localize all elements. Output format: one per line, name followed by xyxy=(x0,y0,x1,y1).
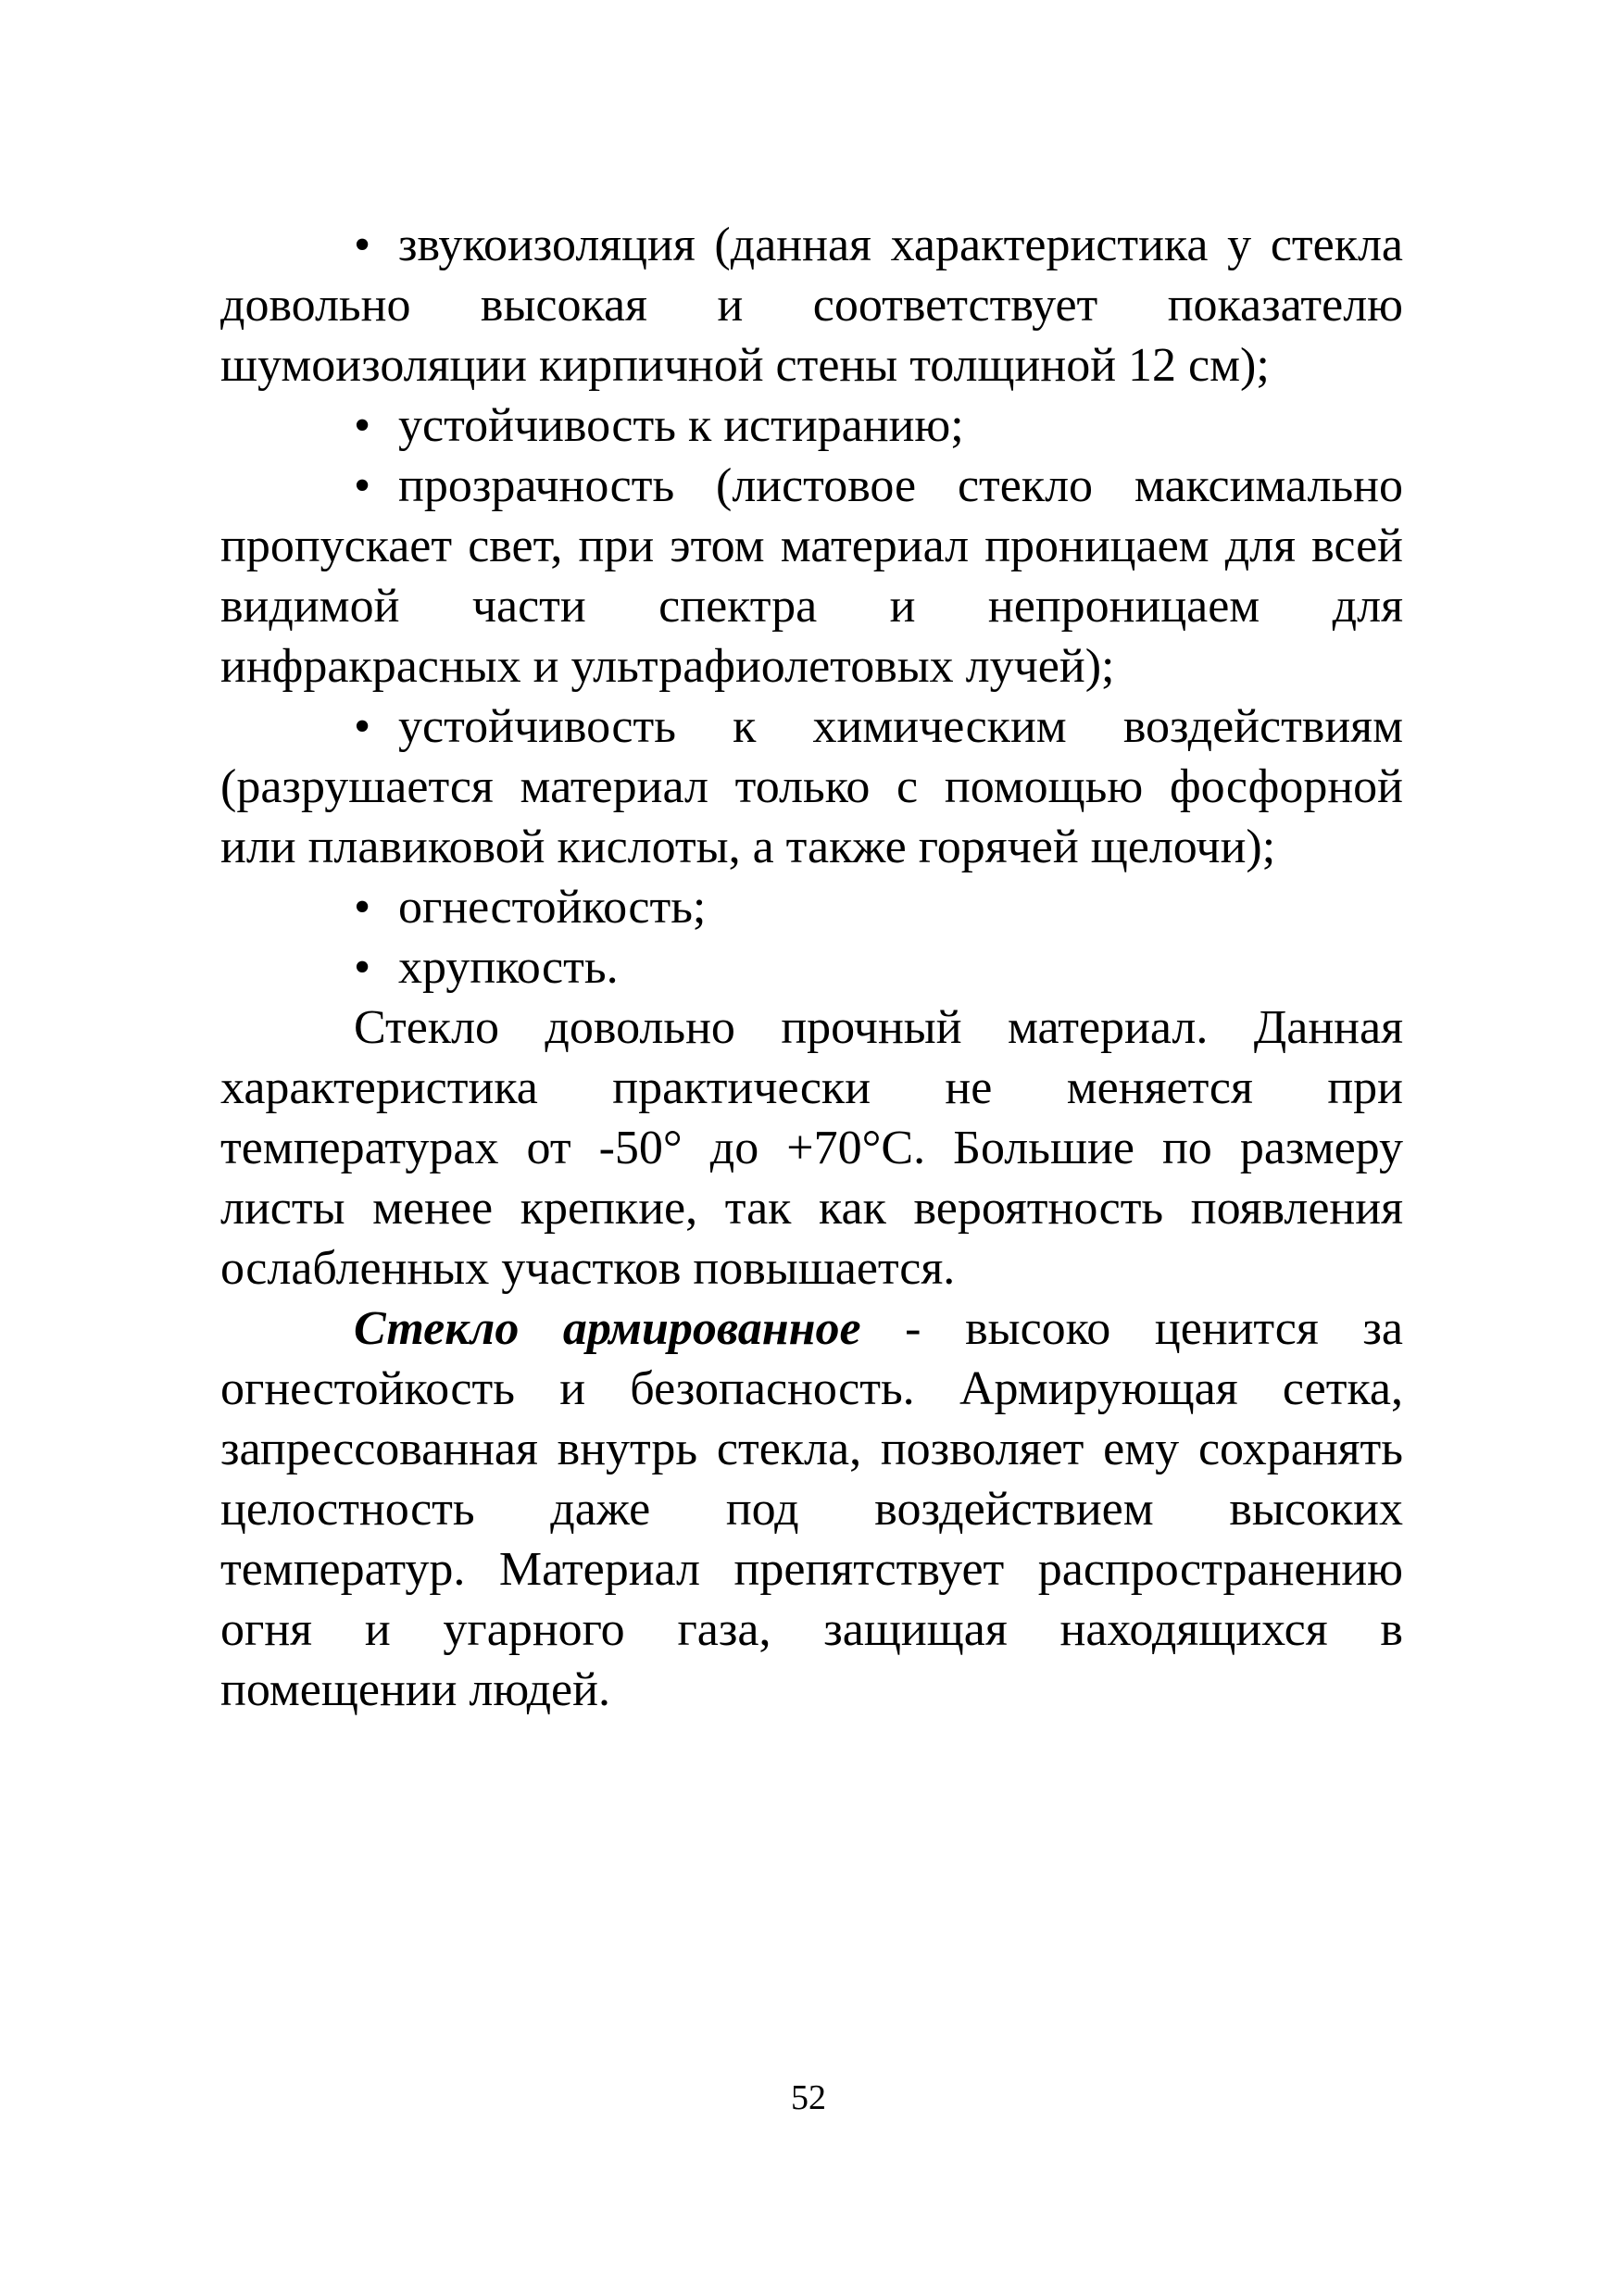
bullet-text: хрупкость. xyxy=(398,941,619,994)
bullet-text: устойчивость к химическим воздействиям (разрушается материал только с помощью фосфорной или плавиковой кислоты, а также горячей щелочи); xyxy=(220,700,1403,873)
bullet-text: звукоизоляция (данная характеристика у стекла довольно высокая и соответствует показателю шумоизоляции кирпичной стены толщиной 12 см); xyxy=(220,219,1403,392)
bullet-dot: • xyxy=(354,881,371,934)
bullet-text: прозрачность (листовое стекло максимально пропускает свет, при этом материал проницаем для всей видимой части спектра и непроницаем для инфракрасных и ультрафиолетовых лучей); xyxy=(220,459,1403,693)
bullet-dot: • xyxy=(354,459,371,512)
bullet-item xyxy=(220,395,1403,456)
bullet-item xyxy=(220,215,1403,395)
term-reinforced-glass: Стекло армированное xyxy=(354,1302,861,1355)
bullet-dot: • xyxy=(354,700,371,753)
bullet-dot: • xyxy=(354,941,371,994)
bullet-text: огнестойкость; xyxy=(398,881,707,934)
bullet-item xyxy=(220,877,1403,937)
bullet-item xyxy=(220,696,1403,877)
page-body xyxy=(220,215,1403,1720)
bullet-dot: • xyxy=(354,399,371,452)
bullet-item xyxy=(220,456,1403,696)
page-number: 52 xyxy=(791,2078,826,2117)
bullet-item xyxy=(220,937,1403,997)
reinforced-glass-text: - высоко ценится за огнестойкость и безопасность. Армирующая сетка, запрессованная внутрь стекла, позволяет ему сохранять целостность даже под воздействием высоких температур. Материал препятствует распространению огня и угарного газа, защищая находящихся в помещении людей. xyxy=(220,1302,1403,1716)
bullet-dot: • xyxy=(354,219,371,271)
paragraph-reinforced-glass xyxy=(220,1299,1403,1720)
paragraph-strength: Стекло довольно прочный материал. Данная характеристика практически не меняется при температурах от -50° до +70°С. Большие по размеру листы менее крепкие, так как вероятность появления ослабленных участков повышается. xyxy=(220,1001,1403,1295)
bullet-text: устойчивость к истиранию; xyxy=(398,399,964,452)
